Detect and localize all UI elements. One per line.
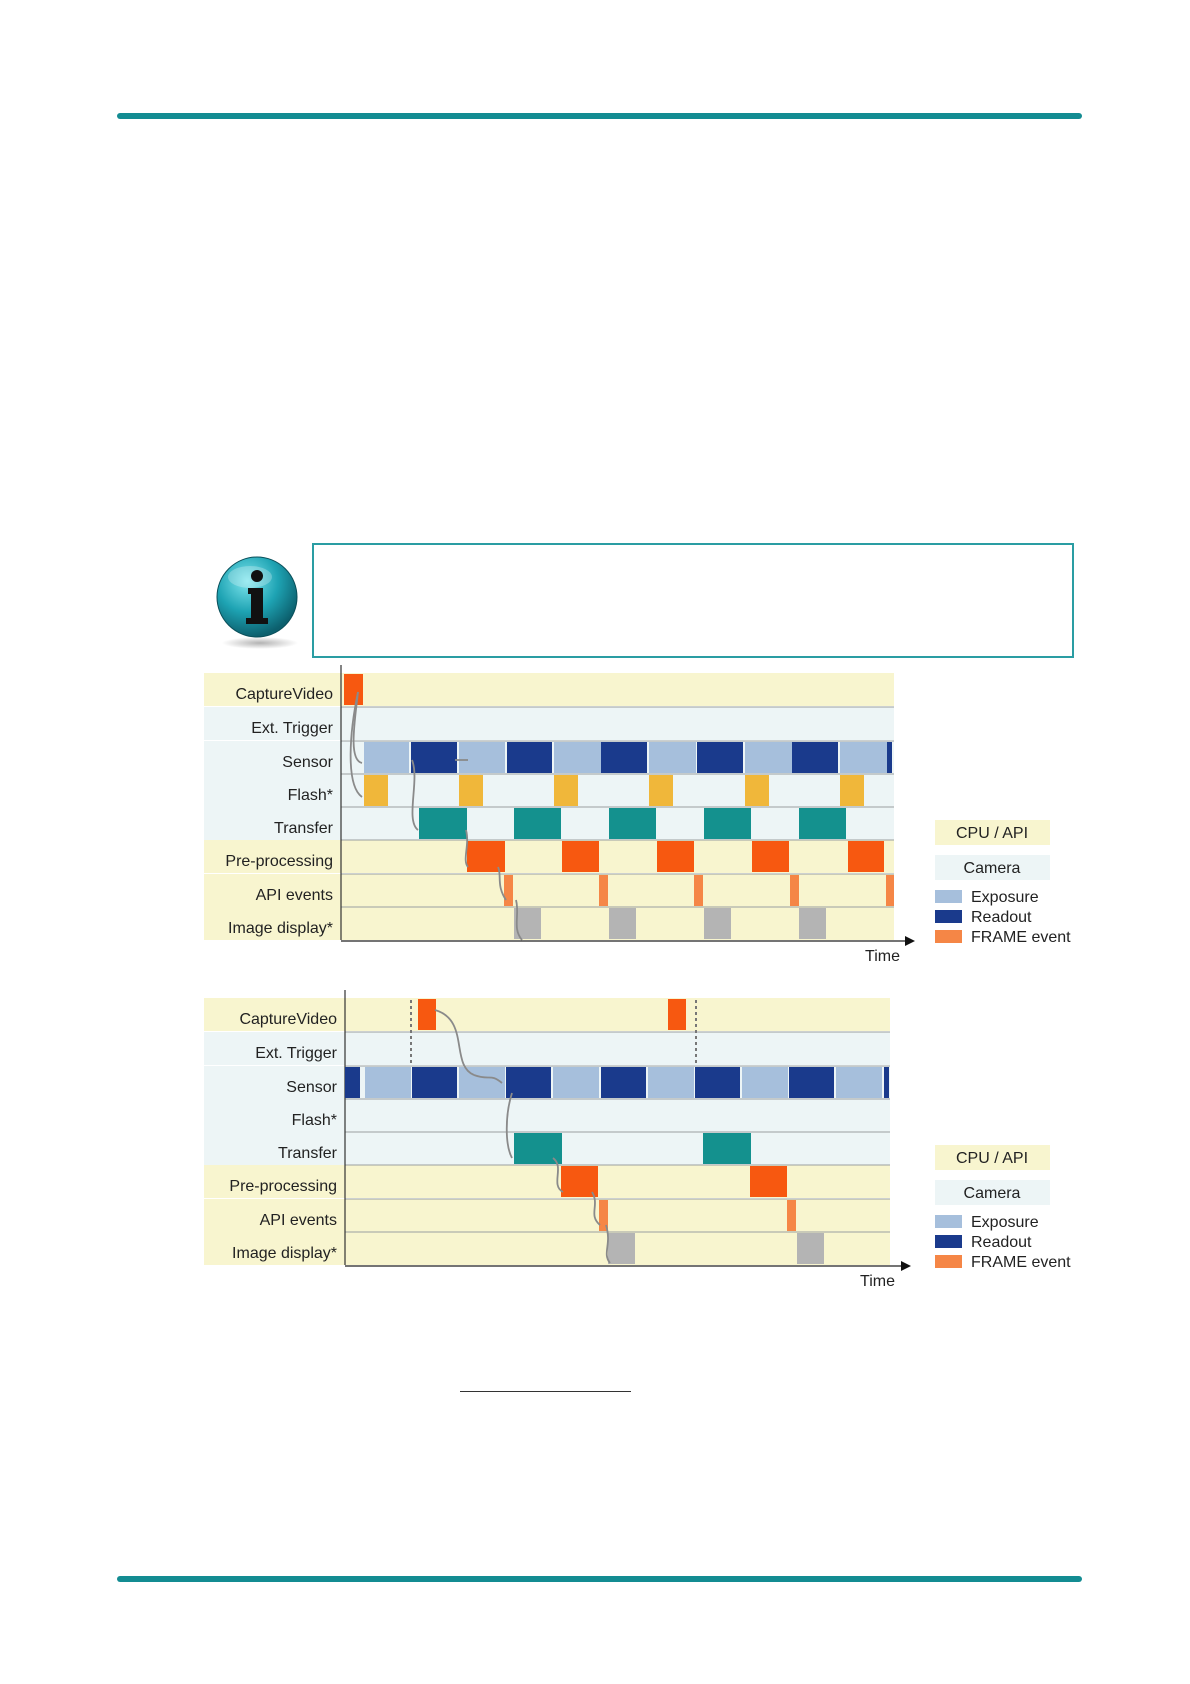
capture-block bbox=[668, 999, 686, 1030]
lane-label-api-events: API events bbox=[255, 887, 333, 904]
readout-block bbox=[792, 742, 838, 773]
info-icon bbox=[214, 555, 304, 651]
lane-label-ext-trigger: Ext. Trigger bbox=[255, 1045, 337, 1062]
preprocessing-block bbox=[657, 841, 694, 872]
exposure-block bbox=[742, 1067, 788, 1098]
info-note-box bbox=[312, 543, 1074, 658]
transfer-block bbox=[419, 808, 467, 839]
readout-block bbox=[695, 1067, 740, 1098]
frame-event-block bbox=[694, 875, 703, 906]
preprocessing-block bbox=[562, 841, 599, 872]
exposure-block bbox=[459, 742, 505, 773]
lane-label-sensor: Sensor bbox=[286, 1079, 337, 1096]
lane-label-sensor: Sensor bbox=[282, 754, 333, 771]
readout-block bbox=[697, 742, 743, 773]
lane-label-capturevideo: CaptureVideo bbox=[235, 686, 333, 703]
transfer-block bbox=[609, 808, 656, 839]
time-axis-label: Time bbox=[865, 948, 900, 965]
underline bbox=[460, 1391, 631, 1392]
lane-label-capturevideo: CaptureVideo bbox=[239, 1011, 337, 1028]
footer-rule bbox=[117, 1576, 1082, 1582]
readout-block bbox=[601, 1067, 646, 1098]
image-display-block bbox=[609, 908, 636, 939]
image-display-block bbox=[704, 908, 731, 939]
preprocessing-block bbox=[752, 841, 789, 872]
legend-frame_event-swatch bbox=[935, 930, 962, 943]
readout-block bbox=[507, 742, 552, 773]
exposure-block bbox=[649, 742, 696, 773]
preprocessing-block bbox=[848, 841, 884, 872]
readout-block bbox=[411, 742, 457, 773]
legend-cpu-api: CPU / API bbox=[955, 825, 1029, 842]
time-axis-arrow bbox=[905, 936, 915, 946]
flash-block bbox=[554, 775, 578, 806]
exposure-block bbox=[745, 742, 792, 773]
legend-readout: Readout bbox=[971, 909, 1032, 926]
legend-frame_event: FRAME event bbox=[971, 1254, 1071, 1271]
exposure-block bbox=[648, 1067, 694, 1098]
time-axis-label: Time bbox=[860, 1273, 895, 1290]
exposure-block bbox=[553, 1067, 599, 1098]
flash-block bbox=[840, 775, 864, 806]
header-rule bbox=[117, 113, 1082, 119]
lane-label-ext-trigger: Ext. Trigger bbox=[251, 720, 333, 737]
lane-label-flash: Flash* bbox=[291, 1112, 337, 1129]
transfer-block bbox=[703, 1133, 751, 1164]
legend-frame_event-swatch bbox=[935, 1255, 962, 1268]
legend-cpu-api: CPU / API bbox=[955, 1150, 1029, 1167]
transfer-block bbox=[799, 808, 846, 839]
exposure-block bbox=[554, 742, 601, 773]
readout-block bbox=[412, 1067, 457, 1098]
frame-event-block bbox=[886, 875, 894, 906]
lane-label-pre-processing: Pre-processing bbox=[229, 1178, 337, 1195]
lane-label-api-events: API events bbox=[259, 1212, 337, 1229]
exposure-block bbox=[364, 742, 409, 773]
timing-diagram-triggered bbox=[0, 995, 1190, 1305]
readout-block bbox=[887, 742, 892, 773]
image-display-block bbox=[608, 1233, 635, 1264]
lane-label-transfer: Transfer bbox=[278, 1145, 337, 1162]
transfer-block bbox=[514, 808, 561, 839]
legend-readout-swatch bbox=[935, 1235, 962, 1248]
exposure-block bbox=[836, 1067, 882, 1098]
readout-block bbox=[345, 1067, 360, 1098]
legend-camera: Camera bbox=[963, 1185, 1021, 1202]
readout-block bbox=[884, 1067, 889, 1098]
timing-diagram-continuous bbox=[0, 670, 1190, 980]
lane-label-transfer: Transfer bbox=[274, 820, 333, 837]
lane-label-image-display: Image display* bbox=[228, 920, 333, 937]
legend-camera: Camera bbox=[963, 860, 1021, 877]
transfer-block bbox=[704, 808, 751, 839]
legend-exposure: Exposure bbox=[971, 889, 1039, 906]
flash-block bbox=[364, 775, 388, 806]
legend-exposure: Exposure bbox=[971, 1214, 1039, 1231]
flash-block bbox=[649, 775, 673, 806]
readout-block bbox=[789, 1067, 834, 1098]
legend-exposure-swatch bbox=[935, 1215, 962, 1228]
frame-event-block bbox=[504, 875, 513, 906]
legend-exposure-swatch bbox=[935, 890, 962, 903]
lane-label-flash: Flash* bbox=[287, 787, 333, 804]
flash-block bbox=[745, 775, 769, 806]
image-display-block bbox=[797, 1233, 824, 1264]
time-axis-arrow bbox=[901, 1261, 911, 1271]
legend-readout: Readout bbox=[971, 1234, 1032, 1251]
lane-label-pre-processing: Pre-processing bbox=[225, 853, 333, 870]
frame-event-block bbox=[599, 875, 608, 906]
legend-readout-swatch bbox=[935, 910, 962, 923]
frame-event-block bbox=[790, 875, 799, 906]
image-display-block bbox=[799, 908, 826, 939]
exposure-block bbox=[840, 742, 887, 773]
readout-block bbox=[601, 742, 647, 773]
preprocessing-block bbox=[750, 1166, 787, 1197]
preprocessing-block bbox=[467, 841, 505, 872]
capture-block bbox=[418, 999, 436, 1030]
frame-event-block bbox=[787, 1200, 796, 1231]
legend-frame_event: FRAME event bbox=[971, 929, 1071, 946]
flash-block bbox=[459, 775, 483, 806]
lane-label-image-display: Image display* bbox=[232, 1245, 337, 1262]
capture-block bbox=[344, 674, 363, 705]
exposure-block bbox=[459, 1067, 505, 1098]
exposure-block bbox=[365, 1067, 411, 1098]
